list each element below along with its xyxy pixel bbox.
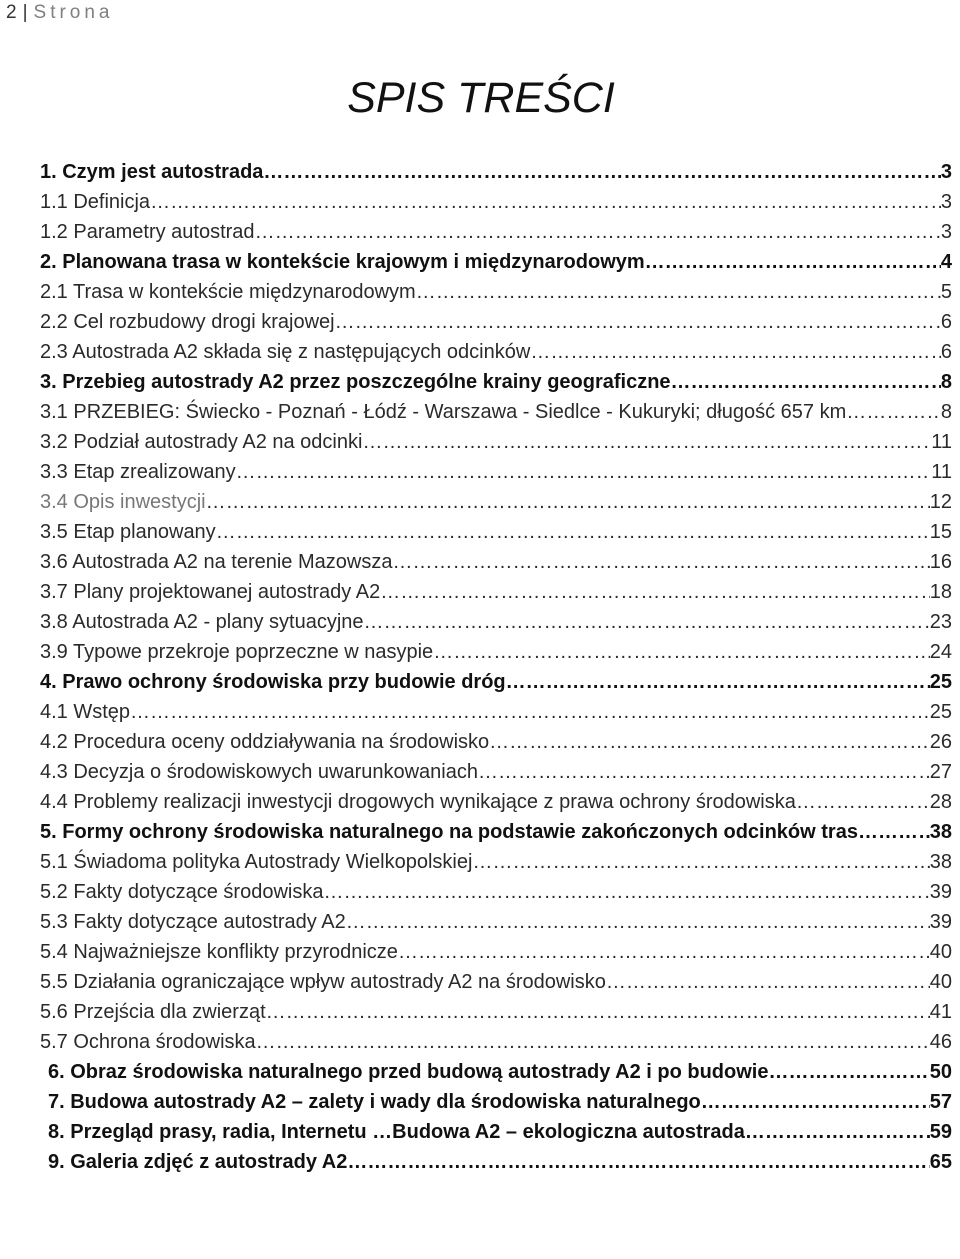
toc-entry-label: 5.3 Fakty dotyczące autostrady A2	[40, 911, 346, 933]
toc-leader-dots	[236, 457, 932, 487]
toc-entry[interactable]	[40, 577, 952, 607]
toc-entry-page-number: 38	[929, 851, 952, 873]
toc-entry-page-number: 4	[940, 251, 952, 273]
toc-leader-dots	[323, 877, 929, 907]
toc-entry-label: 4. Prawo ochrony środowiska przy budowie dróg	[40, 671, 506, 693]
toc-entry-page-number: 65	[929, 1151, 952, 1173]
toc-entry-page-number: 3	[940, 161, 952, 183]
toc-entry[interactable]	[40, 517, 952, 547]
toc-leader-dots	[489, 727, 930, 757]
toc-leader-dots	[347, 1147, 929, 1177]
toc-entry-page-number: 16	[929, 551, 952, 573]
toc-entry-page-number: 39	[929, 881, 952, 903]
toc-entry-label: 4.4 Problemy realizacji inwestycji drogowych wynikające z prawa ochrony środowiska	[40, 791, 796, 813]
toc-leader-dots	[530, 337, 941, 367]
toc-entry[interactable]	[40, 667, 952, 697]
toc-entry-label: 5.4 Najważniejsze konflikty przyrodnicze	[40, 941, 398, 963]
toc-entry[interactable]	[40, 307, 952, 337]
toc-entry[interactable]	[40, 637, 952, 667]
toc-entry-label: 5.1 Świadoma polityka Autostrady Wielkopolskiej	[40, 851, 473, 873]
toc-entry[interactable]	[40, 757, 952, 787]
toc-entry-label: 3. Przebieg autostrady A2 przez poszczególne krainy geograficzne	[40, 371, 671, 393]
header-page-word: Strona	[33, 2, 114, 23]
toc-entry-page-number: 59	[929, 1121, 952, 1143]
toc-entry-page-number: 39	[929, 911, 952, 933]
toc-entry-page-number: 8	[940, 401, 952, 423]
toc-leader-dots	[671, 367, 941, 397]
toc-leader-dots	[346, 907, 930, 937]
toc-entry-page-number: 25	[929, 671, 952, 693]
toc-entry-label: 4.1 Wstęp	[40, 701, 131, 723]
toc-entry-page-number: 11	[931, 461, 952, 483]
table-of-contents	[40, 157, 952, 1177]
toc-leader-dots	[858, 817, 930, 847]
toc-entry-page-number: 26	[929, 731, 952, 753]
toc-leader-dots	[206, 487, 930, 517]
toc-entry[interactable]	[40, 607, 952, 637]
page-title	[0, 74, 960, 123]
toc-entry[interactable]	[40, 787, 952, 817]
toc-entry[interactable]	[40, 817, 952, 847]
toc-entry-page-number: 50	[929, 1061, 952, 1083]
toc-leader-dots	[606, 967, 930, 997]
toc-leader-dots	[398, 937, 930, 967]
toc-entry[interactable]	[40, 397, 952, 427]
toc-leader-dots	[478, 757, 930, 787]
toc-leader-dots	[364, 607, 930, 637]
toc-leader-dots	[392, 547, 929, 577]
toc-leader-dots	[256, 1027, 930, 1057]
toc-entry-label: 8. Przegląd prasy, radia, Internetu …Budowa A2 – ekologiczna autostrada	[48, 1121, 745, 1143]
toc-entry-page-number: 15	[929, 521, 952, 543]
toc-leader-dots	[263, 157, 940, 187]
toc-entry[interactable]	[40, 1027, 952, 1057]
toc-entry-page-number: 5	[940, 281, 952, 303]
toc-entry-label: 3.3 Etap zrealizowany	[40, 461, 236, 483]
toc-entry[interactable]	[40, 367, 952, 397]
toc-entry[interactable]	[40, 1057, 952, 1087]
toc-entry[interactable]	[40, 547, 952, 577]
toc-entry-page-number: 24	[929, 641, 952, 663]
toc-entry[interactable]	[40, 217, 952, 247]
toc-entry-label: 3.5 Etap planowany	[40, 521, 216, 543]
toc-leader-dots	[796, 787, 930, 817]
toc-entry-label: 3.9 Typowe przekroje poprzeczne w nasypie	[40, 641, 434, 663]
toc-leader-dots	[266, 997, 930, 1027]
toc-entry-page-number: 6	[940, 311, 952, 333]
toc-entry[interactable]	[40, 997, 952, 1027]
toc-leader-dots	[380, 577, 930, 607]
toc-entry-label: 3.8 Autostrada A2 - plany sytuacyjne	[40, 611, 364, 633]
toc-entry-label: 6. Obraz środowiska naturalnego przed budową autostrady A2 i po budowie	[48, 1061, 769, 1083]
toc-entry[interactable]	[40, 337, 952, 367]
toc-leader-dots	[433, 637, 930, 667]
toc-entry-label: 2.1 Trasa w kontekście międzynarodowym	[40, 281, 416, 303]
toc-entry[interactable]	[40, 937, 952, 967]
toc-entry-page-number: 40	[929, 941, 952, 963]
toc-entry-page-number: 3	[940, 191, 952, 213]
page-title-text: SPIS TREŚCI	[347, 74, 615, 122]
toc-entry-page-number: 28	[929, 791, 952, 813]
toc-leader-dots	[362, 427, 931, 457]
toc-entry-page-number: 27	[929, 761, 952, 783]
toc-leader-dots	[130, 697, 930, 727]
toc-entry-label: 4.3 Decyzja o środowiskowych uwarunkowaniach	[40, 761, 478, 783]
toc-entry-page-number: 3	[940, 221, 952, 243]
toc-entry[interactable]	[40, 847, 952, 877]
toc-leader-dots	[150, 187, 941, 217]
toc-entry-label: 3.1 PRZEBIEG: Świecko - Poznań - Łódź - Warszawa - Siedlce - Kukuryki; długość 657 km	[40, 401, 847, 423]
toc-entry[interactable]	[40, 187, 952, 217]
toc-entry[interactable]	[40, 277, 952, 307]
toc-entry-label: 2.2 Cel rozbudowy drogi krajowej	[40, 311, 335, 333]
toc-entry[interactable]	[40, 967, 952, 997]
toc-entry-label: 5. Formy ochrony środowiska naturalnego na podstawie zakończonych odcinków tras	[40, 821, 858, 843]
toc-entry[interactable]	[40, 727, 952, 757]
toc-entry[interactable]	[40, 487, 952, 517]
toc-entry-label: 5.7 Ochrona środowiska	[40, 1031, 256, 1053]
toc-entry-label: 2.3 Autostrada A2 składa się z następujących odcinków	[40, 341, 531, 363]
toc-entry-page-number: 18	[929, 581, 952, 603]
toc-leader-dots	[335, 307, 941, 337]
toc-leader-dots	[768, 1057, 929, 1087]
toc-entry-label: 2. Planowana trasa w kontekście krajowym i międzynarodowym	[40, 251, 645, 273]
toc-entry-page-number: 46	[929, 1031, 952, 1053]
toc-entry-label: 7. Budowa autostrady A2 – zalety i wady dla środowiska naturalnego	[48, 1091, 701, 1113]
toc-entry-page-number: 40	[929, 971, 952, 993]
toc-leader-dots	[846, 397, 941, 427]
toc-entry-label: 1. Czym jest autostrada	[40, 161, 264, 183]
toc-entry-label: 1.2 Parametry autostrad	[40, 221, 255, 243]
toc-entry-page-number: 6	[940, 341, 952, 363]
toc-entry-page-number: 25	[929, 701, 952, 723]
toc-leader-dots	[216, 517, 930, 547]
toc-entry-page-number: 38	[929, 821, 952, 843]
toc-leader-dots	[416, 277, 941, 307]
toc-entry[interactable]	[40, 157, 952, 187]
toc-leader-dots	[645, 247, 941, 277]
toc-entry[interactable]	[40, 427, 952, 457]
toc-entry-label: 3.7 Plany projektowanej autostrady A2	[40, 581, 381, 603]
toc-entry[interactable]	[40, 1087, 952, 1117]
toc-entry[interactable]	[40, 457, 952, 487]
toc-entry-label: 1.1 Definicja	[40, 191, 151, 213]
toc-leader-dots	[701, 1087, 930, 1117]
toc-leader-dots	[506, 667, 930, 697]
toc-entry[interactable]	[40, 247, 952, 277]
toc-entry-page-number: 11	[931, 431, 952, 453]
toc-leader-dots	[255, 217, 941, 247]
toc-entry-page-number: 8	[940, 371, 952, 393]
toc-leader-dots	[472, 847, 929, 877]
page-header	[6, 0, 114, 26]
toc-leader-dots	[745, 1117, 930, 1147]
toc-entry-page-number: 12	[929, 491, 952, 513]
toc-entry[interactable]	[40, 1147, 952, 1177]
toc-entry-label: 3.6 Autostrada A2 na terenie Mazowsza	[40, 551, 393, 573]
toc-entry-label: 4.2 Procedura oceny oddziaływania na środowisko	[40, 731, 490, 753]
toc-entry[interactable]	[40, 907, 952, 937]
page-number: 2	[6, 2, 17, 23]
toc-entry[interactable]	[40, 697, 952, 727]
toc-entry-label: 3.4 Opis inwestycji	[40, 491, 206, 513]
toc-entry-label: 5.2 Fakty dotyczące środowiska	[40, 881, 324, 903]
toc-entry-page-number: 41	[929, 1001, 952, 1023]
toc-entry-label: 5.6 Przejścia dla zwierząt	[40, 1001, 266, 1023]
toc-entry-label: 5.5 Działania ograniczające wpływ autostrady A2 na środowisko	[40, 971, 606, 993]
toc-entry-page-number: 57	[929, 1091, 952, 1113]
toc-entry[interactable]	[40, 877, 952, 907]
toc-entry-label: 3.2 Podział autostrady A2 na odcinki	[40, 431, 363, 453]
header-separator: |	[22, 2, 28, 23]
toc-entry[interactable]	[40, 1117, 952, 1147]
toc-entry-label: 9. Galeria zdjęć z autostrady A2	[48, 1151, 348, 1173]
toc-entry-page-number: 23	[929, 611, 952, 633]
